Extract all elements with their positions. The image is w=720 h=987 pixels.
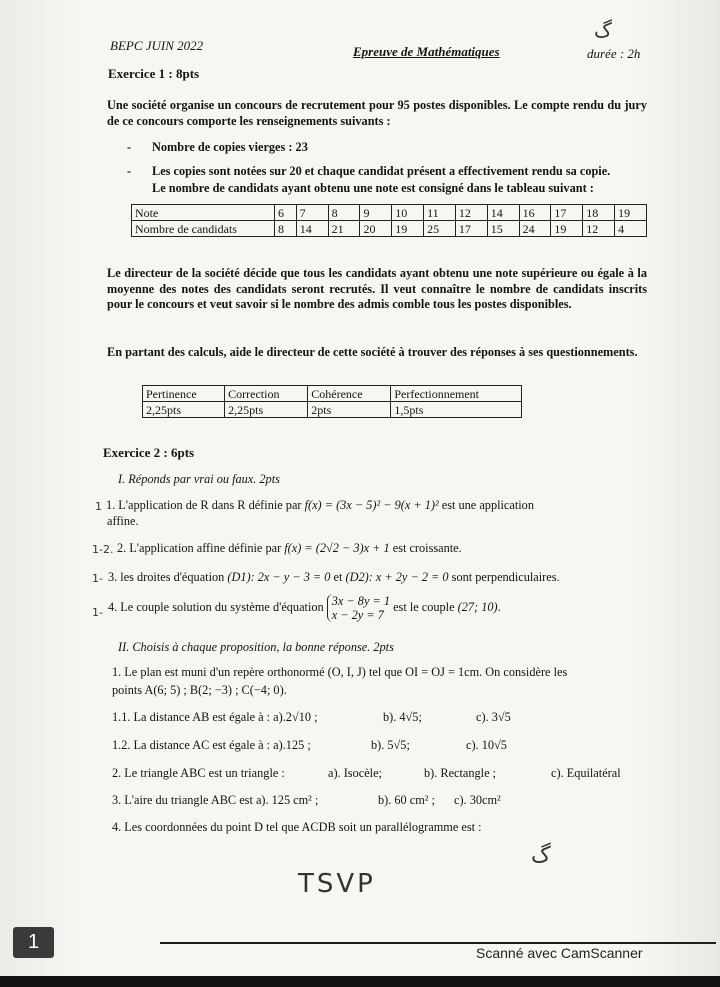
question-2: 2. L'application affine définie par f(x) = (2√2 − 3)x + 1 est croissante. bbox=[117, 541, 462, 555]
table-cell: 7 bbox=[296, 205, 328, 221]
question-1-1-option-c: c). 3√5 bbox=[476, 710, 511, 724]
exercise1-task: En partant des calculs, aide le directeur de cette société à trouver des réponses à ses questionnements. bbox=[107, 345, 638, 359]
table-cell: 24 bbox=[519, 221, 551, 237]
exercise1-problem: Le directeur de la société décide que tous les candidats ayant obtenu une note supérieure ou égale à la moyenne des notes des candidats seront recrutés. Il veut connaître le nombre de candidats inscrits pour le concours et veut savoir si le nombre des admis comble tous les postes disponibles. bbox=[107, 266, 647, 311]
table-cell: 19 bbox=[615, 205, 647, 221]
question-4: 4. Le couple solution du système d'équation 3x − 8y = 1 x − 2y = 7 est le couple (27; 10). bbox=[108, 594, 501, 622]
grading-value: 2pts bbox=[308, 402, 391, 418]
question-1-2-option-c: c). 10√5 bbox=[466, 738, 507, 752]
question-3-option-b: b). 60 cm² ; bbox=[378, 793, 435, 807]
problem-1-line2: points A(6; 5) ; B(2; −3) ; C(−4; 0). bbox=[112, 683, 287, 697]
exam-duration: durée : 2h bbox=[587, 46, 641, 61]
table-cell: 21 bbox=[328, 221, 360, 237]
table-row-label: Nombre de candidats bbox=[132, 221, 275, 237]
exercise2-title: Exercice 2 : 6pts bbox=[103, 445, 195, 460]
grading-header: Correction bbox=[225, 386, 308, 402]
part1-heading: I. Réponds par vrai ou faux. 2pts bbox=[118, 472, 280, 486]
table-cell: 25 bbox=[424, 221, 456, 237]
bullet-table-intro: Le nombre de candidats ayant obtenu une note est consigné dans le tableau suivant : bbox=[152, 181, 594, 195]
question-2-option-a: a). Isocèle; bbox=[328, 766, 382, 780]
question-2-option-b: b). Rectangle ; bbox=[424, 766, 497, 780]
question-2-option-c: c). Equilatéral bbox=[551, 766, 621, 780]
tsvp-handwritten: TSVP bbox=[298, 869, 376, 899]
table-cell: 19 bbox=[551, 221, 583, 237]
table-cell: 12 bbox=[583, 221, 615, 237]
handwritten-mark: 1- bbox=[92, 606, 103, 619]
exam-subject: Epreuve de Mathématiques bbox=[353, 44, 500, 59]
table-cell: 12 bbox=[455, 205, 487, 221]
table-cell: 14 bbox=[487, 205, 519, 221]
question-1-1-option-b: b). 4√5; bbox=[383, 710, 422, 724]
bullet-dash: - bbox=[127, 140, 132, 154]
question-1-2-option-b: b). 5√5; bbox=[371, 738, 410, 752]
question-1-2: 1.2. La distance AC est égale à : a).125 ; bbox=[112, 738, 311, 752]
bottom-edge bbox=[0, 976, 720, 987]
table-cell: 8 bbox=[328, 205, 360, 221]
grading-value: 2,25pts bbox=[143, 402, 225, 418]
grading-header: Perfectionnement bbox=[391, 386, 522, 402]
table-cell: 10 bbox=[392, 205, 424, 221]
exercise1-title: Exercice 1 : 8pts bbox=[108, 66, 200, 81]
question-1-1: 1.1. La distance AB est égale à : a).2√10 ; bbox=[112, 710, 318, 724]
question-3: 3. les droites d'équation (D1): 2x − y − 3 = 0 et (D2): x + 2y − 2 = 0 sont perpendiculaires. bbox=[108, 570, 560, 584]
table-cell: 18 bbox=[583, 205, 615, 221]
table-cell: 19 bbox=[392, 221, 424, 237]
grading-header: Cohérence bbox=[308, 386, 391, 402]
table-cell: 17 bbox=[551, 205, 583, 221]
exercise1-intro: Une société organise un concours de recrutement pour 95 postes disponibles. Le compte rendu du jury de ce concours comporte les renseignements suivants : bbox=[107, 98, 647, 128]
grading-header: Pertinence bbox=[143, 386, 225, 402]
equation-system: 3x − 8y = 1 x − 2y = 7 bbox=[327, 594, 390, 622]
bullet-grading: Les copies sont notées sur 20 et chaque candidat présent a effectivement rendu sa copie. bbox=[152, 164, 611, 178]
handwritten-mark: 1- bbox=[92, 572, 103, 585]
exam-session: BEPC JUIN 2022 bbox=[110, 38, 204, 53]
question-1: 1. L'application de R dans R définie par f(x) = (3x − 5)² − 9(x + 1)² est une application bbox=[106, 498, 534, 512]
handwritten-mark: 1 bbox=[95, 500, 102, 513]
handwritten-mark: 1-2. bbox=[92, 543, 114, 556]
question-4-parallelogram: 4. Les coordonnées du point D tel que ACDB soit un parallélogramme est : bbox=[112, 820, 482, 834]
question-1-line2: affine. bbox=[107, 514, 139, 528]
table-cell: 20 bbox=[360, 221, 392, 237]
grading-table bbox=[142, 385, 522, 418]
table-cell: 9 bbox=[360, 205, 392, 221]
bullet-dash: - bbox=[127, 164, 132, 178]
grading-value: 1,5pts bbox=[391, 402, 522, 418]
bullet-blank-copies: Nombre de copies vierges : 23 bbox=[152, 140, 308, 154]
table-cell: 14 bbox=[296, 221, 328, 237]
table-cell: 4 bbox=[615, 221, 647, 237]
table-cell: 15 bbox=[487, 221, 519, 237]
scores-table bbox=[131, 204, 647, 237]
page-number-badge: 1 bbox=[13, 927, 54, 958]
question-3-option-c: c). 30cm² bbox=[454, 793, 501, 807]
question-2-triangle: 2. Le triangle ABC est un triangle : bbox=[112, 766, 285, 780]
signature-mark: ﮒ bbox=[594, 18, 612, 42]
signature-mark: ﮒ bbox=[531, 843, 551, 868]
part2-heading: II. Choisis à chaque proposition, la bonne réponse. 2pts bbox=[118, 640, 394, 654]
problem-1-line1: 1. Le plan est muni d'un repère orthonormé (O, I, J) tel que OI = OJ = 1cm. On considère les bbox=[112, 665, 568, 679]
table-row-label: Note bbox=[132, 205, 275, 221]
grading-value: 2,25pts bbox=[225, 402, 308, 418]
table-cell: 11 bbox=[424, 205, 456, 221]
question-3-area: 3. L'aire du triangle ABC est a). 125 cm² ; bbox=[112, 793, 319, 807]
table-cell: 6 bbox=[275, 205, 297, 221]
table-cell: 8 bbox=[275, 221, 297, 237]
table-cell: 16 bbox=[519, 205, 551, 221]
table-cell: 17 bbox=[455, 221, 487, 237]
camscanner-watermark: Scanné avec CamScanner bbox=[476, 945, 643, 961]
scan-divider bbox=[160, 942, 716, 944]
